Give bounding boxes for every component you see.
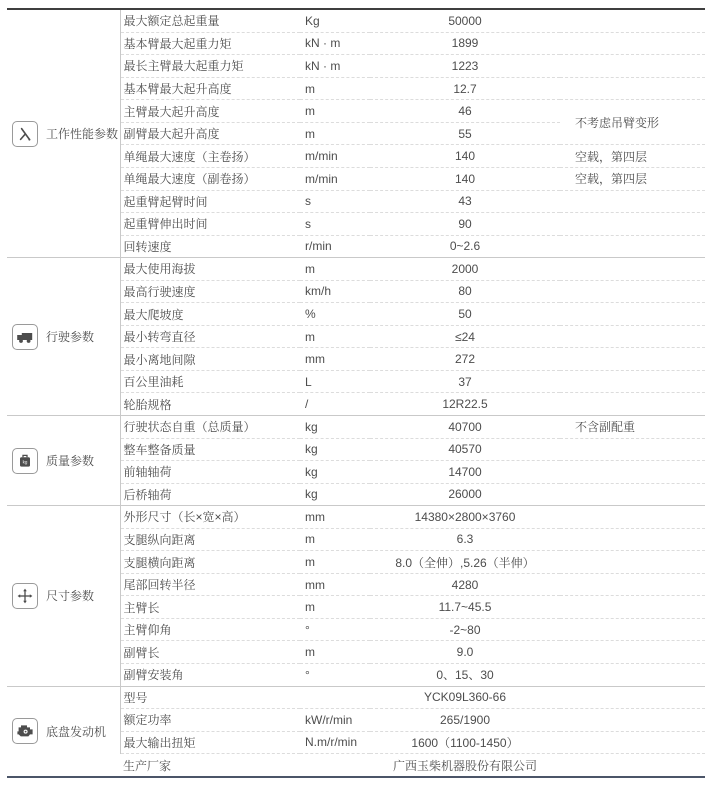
value-cell: 46 <box>370 100 560 123</box>
unit-cell: m <box>300 122 370 145</box>
value-cell: 50 <box>370 303 560 326</box>
value-cell: 12.7 <box>370 77 560 100</box>
param-name-cell: 轮胎规格 <box>120 393 300 416</box>
note-cell <box>560 325 705 348</box>
section-label: 工作性能参数 <box>46 127 119 142</box>
note-cell <box>560 663 705 686</box>
param-name-cell: 主臂长 <box>120 596 300 619</box>
param-name-cell: 生产厂家 <box>120 754 300 777</box>
value-cell: 0、15、30 <box>370 663 560 686</box>
param-name-cell: 基本臂最大起升高度 <box>120 77 300 100</box>
param-name-cell: 回转速度 <box>120 235 300 258</box>
param-name-cell: 最大爬坡度 <box>120 303 300 326</box>
unit-cell: m <box>300 77 370 100</box>
category-cell <box>7 686 120 777</box>
unit-cell: % <box>300 303 370 326</box>
param-name-cell: 副臂长 <box>120 641 300 664</box>
note-cell <box>560 348 705 371</box>
note-cell <box>560 596 705 619</box>
unit-cell: ° <box>300 618 370 641</box>
truck-icon <box>12 324 38 350</box>
crane-boom-icon <box>12 121 38 147</box>
note-cell <box>560 618 705 641</box>
value-cell: YCK09L360-66 <box>370 686 560 709</box>
note-cell <box>560 9 705 32</box>
param-name-cell: 基本臂最大起重力矩 <box>120 32 300 55</box>
engine-icon <box>12 718 38 744</box>
value-cell: 50000 <box>370 9 560 32</box>
table-row <box>7 686 705 709</box>
value-cell: 0~2.6 <box>370 235 560 258</box>
unit-cell: kW/r/min <box>300 709 370 732</box>
note-cell <box>560 55 705 78</box>
note-cell <box>560 573 705 596</box>
unit-cell: m <box>300 325 370 348</box>
param-name-cell: 前轴轴荷 <box>120 461 300 484</box>
unit-cell: m <box>300 258 370 281</box>
unit-cell: mm <box>300 573 370 596</box>
value-cell: 12R22.5 <box>370 393 560 416</box>
note-cell <box>560 461 705 484</box>
note-cell <box>560 370 705 393</box>
table-row <box>7 9 705 32</box>
section-label: 行驶参数 <box>46 330 95 345</box>
value-cell: 14700 <box>370 461 560 484</box>
value-cell: 140 <box>370 167 560 190</box>
note-cell: 空载，第四层 <box>560 167 705 190</box>
note-cell <box>560 77 705 100</box>
value-cell: 1600（1100-1450） <box>370 731 560 754</box>
param-name-cell: 起重臂伸出时间 <box>120 213 300 236</box>
unit-cell: m/min <box>300 145 370 168</box>
value-cell: 11.7~45.5 <box>370 596 560 619</box>
value-cell: 265/1900 <box>370 709 560 732</box>
note-cell <box>560 303 705 326</box>
table-row <box>7 258 705 281</box>
unit-cell <box>300 754 370 777</box>
table-row <box>7 506 705 529</box>
value-cell: 26000 <box>370 483 560 506</box>
unit-cell: m <box>300 100 370 123</box>
param-name-cell: 百公里油耗 <box>120 370 300 393</box>
unit-cell: kN · m <box>300 32 370 55</box>
note-cell: 不考虑吊臂变形 <box>560 100 705 145</box>
note-cell <box>560 258 705 281</box>
note-cell <box>560 709 705 732</box>
section-label: 质量参数 <box>46 454 95 469</box>
unit-cell: mm <box>300 348 370 371</box>
value-cell: 1899 <box>370 32 560 55</box>
note-cell <box>560 438 705 461</box>
note-cell <box>560 280 705 303</box>
param-name-cell: 型号 <box>120 686 300 709</box>
section-label: 尺寸参数 <box>46 589 95 604</box>
spec-table-body <box>7 9 705 777</box>
param-name-cell: 尾部回转半径 <box>120 573 300 596</box>
unit-cell: N.m/r/min <box>300 731 370 754</box>
value-cell: 43 <box>370 190 560 213</box>
unit-cell: ° <box>300 663 370 686</box>
table-row <box>7 415 705 438</box>
note-cell <box>560 686 705 709</box>
value-cell: 1223 <box>370 55 560 78</box>
value-cell: 2000 <box>370 258 560 281</box>
unit-cell: m/min <box>300 167 370 190</box>
unit-cell: kg <box>300 461 370 484</box>
unit-cell: kg <box>300 415 370 438</box>
value-cell: 14380×2800×3760 <box>370 506 560 529</box>
value-cell: 37 <box>370 370 560 393</box>
unit-cell: kg <box>300 438 370 461</box>
unit-cell: r/min <box>300 235 370 258</box>
param-name-cell: 最大输出扭矩 <box>120 731 300 754</box>
value-cell: 40570 <box>370 438 560 461</box>
param-name-cell: 最大使用海拔 <box>120 258 300 281</box>
param-name-cell: 最长主臂最大起重力矩 <box>120 55 300 78</box>
svg-text:kg: kg <box>22 459 28 465</box>
param-name-cell: 最高行驶速度 <box>120 280 300 303</box>
param-name-cell: 最大额定总起重量 <box>120 9 300 32</box>
param-name-cell: 最小转弯直径 <box>120 325 300 348</box>
param-name-cell: 主臂仰角 <box>120 618 300 641</box>
value-cell: 40700 <box>370 415 560 438</box>
unit-cell: L <box>300 370 370 393</box>
value-cell: 90 <box>370 213 560 236</box>
category-cell <box>7 506 120 686</box>
unit-cell <box>300 686 370 709</box>
param-name-cell: 后桥轴荷 <box>120 483 300 506</box>
unit-cell: m <box>300 596 370 619</box>
value-cell: ≤24 <box>370 325 560 348</box>
unit-cell: mm <box>300 506 370 529</box>
param-name-cell: 副臂最大起升高度 <box>120 122 300 145</box>
unit-cell: m <box>300 551 370 574</box>
value-cell: 272 <box>370 348 560 371</box>
param-name-cell: 行驶状态自重（总质量） <box>120 415 300 438</box>
value-cell: 80 <box>370 280 560 303</box>
note-cell <box>560 551 705 574</box>
note-cell: 空载，第四层 <box>560 145 705 168</box>
unit-cell: m <box>300 528 370 551</box>
note-cell <box>560 506 705 529</box>
spec-table <box>7 8 705 778</box>
note-cell <box>560 190 705 213</box>
weight-icon <box>12 448 38 474</box>
value-cell: 8.0（全伸）,5.26（半伸） <box>370 551 560 574</box>
value-cell: 4280 <box>370 573 560 596</box>
category-cell <box>7 9 120 258</box>
param-name-cell: 整车整备质量 <box>120 438 300 461</box>
value-cell: 55 <box>370 122 560 145</box>
value-cell: 9.0 <box>370 641 560 664</box>
note-cell <box>560 754 705 777</box>
param-name-cell: 单绳最大速度（主卷扬） <box>120 145 300 168</box>
note-cell <box>560 483 705 506</box>
category-cell <box>7 415 120 505</box>
param-name-cell: 外形尺寸（长×宽×高） <box>120 506 300 529</box>
param-name-cell: 副臂安装角 <box>120 663 300 686</box>
param-name-cell: 最小离地间隙 <box>120 348 300 371</box>
param-name-cell: 单绳最大速度（副卷扬） <box>120 167 300 190</box>
move-arrows-icon <box>12 583 38 609</box>
note-cell: 不含副配重 <box>560 415 705 438</box>
param-name-cell: 支腿横向距离 <box>120 551 300 574</box>
note-cell <box>560 32 705 55</box>
param-name-cell: 额定功率 <box>120 709 300 732</box>
note-cell <box>560 235 705 258</box>
section-label: 底盘发动机 <box>46 724 107 739</box>
note-cell <box>560 528 705 551</box>
unit-cell: s <box>300 213 370 236</box>
unit-cell: s <box>300 190 370 213</box>
unit-cell: Kg <box>300 9 370 32</box>
unit-cell: m <box>300 641 370 664</box>
value-cell: 广西玉柴机器股份有限公司 <box>370 754 560 777</box>
unit-cell: kg <box>300 483 370 506</box>
unit-cell: kN · m <box>300 55 370 78</box>
unit-cell: km/h <box>300 280 370 303</box>
note-cell <box>560 731 705 754</box>
value-cell: 6.3 <box>370 528 560 551</box>
note-cell <box>560 393 705 416</box>
note-cell <box>560 213 705 236</box>
param-name-cell: 起重臂起臂时间 <box>120 190 300 213</box>
unit-cell: / <box>300 393 370 416</box>
value-cell: -2~80 <box>370 618 560 641</box>
value-cell: 140 <box>370 145 560 168</box>
param-name-cell: 支腿纵向距离 <box>120 528 300 551</box>
param-name-cell: 主臂最大起升高度 <box>120 100 300 123</box>
note-cell <box>560 641 705 664</box>
category-cell <box>7 258 120 416</box>
